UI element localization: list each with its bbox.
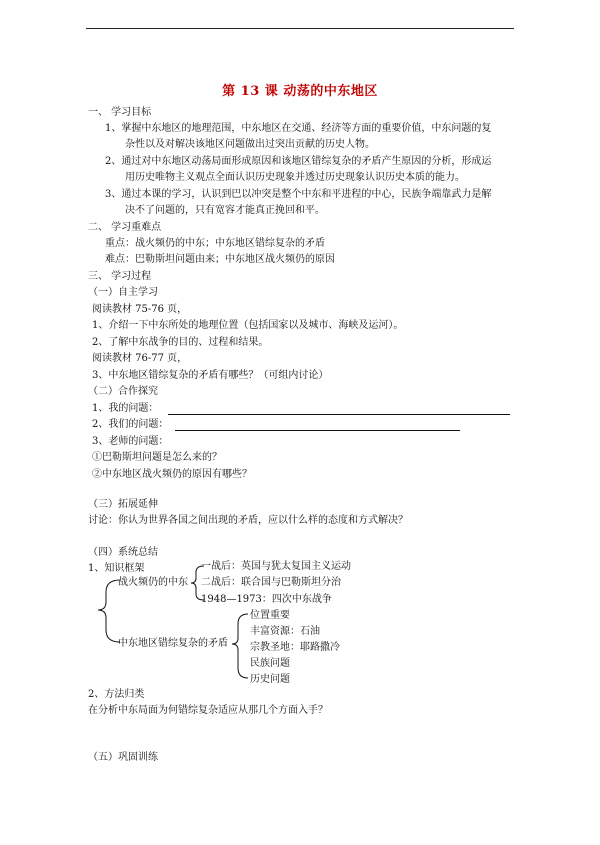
task-2: 2、了解中东战争的目的、过程和结果。 bbox=[92, 337, 269, 348]
my-question-label: 1、我的问题： bbox=[92, 403, 159, 414]
difficult-points: 难点：巴勒斯坦问题由来；中东地区战火频仍的原因 bbox=[105, 254, 335, 265]
conflict-item-4: 民族问题 bbox=[250, 658, 290, 669]
framework-label: 1、知识框架 bbox=[88, 563, 145, 574]
page-title: 第 13 课 动荡的中东地区 bbox=[222, 84, 378, 99]
conflict-item-3: 宗教圣地：耶路撒冷 bbox=[250, 642, 340, 653]
teacher-question-2: ②中东地区战火频仍的原因有哪些？ bbox=[92, 469, 252, 480]
objective-3-line-2: 决不了问题的，只有宽容才能真正挽回和平。 bbox=[125, 205, 325, 216]
task-1: 1、介绍一下中东所处的地理位置（包括国家以及城市、海峡及运河）。 bbox=[92, 320, 404, 331]
conflict-item-2: 丰富资源：石油 bbox=[250, 626, 320, 637]
war-item-1: 一战后：英国与犹太复国主义运动 bbox=[201, 561, 351, 572]
conflict-node: 中东地区错综复杂的矛盾 bbox=[118, 638, 228, 649]
self-study-heading: （一）自主学习 bbox=[88, 287, 158, 298]
method-label: 2、方法归类 bbox=[88, 689, 145, 700]
objective-3-line-1: 3、通过本课的学习，认识到巴以冲突是整个中东和平进程的中心，民族争端靠武力是解 bbox=[105, 189, 492, 200]
war-item-2: 二战后：联合国与巴勒斯坦分治 bbox=[201, 577, 341, 588]
teacher-question-1: ①巴勒斯坦问题是怎么来的？ bbox=[92, 452, 222, 463]
teacher-question-label: 3、老师的问题： bbox=[92, 436, 169, 447]
objective-2-line-1: 2、通过对中东地区动荡局面形成原因和该地区错综复杂的矛盾产生原因的分析，形成运 bbox=[105, 156, 492, 167]
cooperative-heading: （二）合作探究 bbox=[88, 386, 158, 397]
key-points: 重点：战火频仍的中东；中东地区错综复杂的矛盾 bbox=[105, 238, 325, 249]
war-item-3: 1948—1973：四次中东战争 bbox=[201, 594, 332, 605]
task-3: 3、中东地区错综复杂的矛盾有哪些？（可组内讨论） bbox=[92, 370, 329, 381]
reading-1: 阅读教材 75-76 页， bbox=[92, 304, 188, 315]
our-question-label: 2、我们的问题： bbox=[92, 419, 169, 430]
section-1-heading: 一、 学习目标 bbox=[88, 107, 152, 118]
summary-heading: （四）系统总结 bbox=[88, 547, 158, 558]
extension-heading: （三）拓展延伸 bbox=[88, 499, 158, 510]
objective-2-line-2: 用历史唯物主义观点全面认识历史现象并透过历史现象认识历史本质的能力。 bbox=[125, 172, 465, 183]
conflict-item-1: 位置重要 bbox=[250, 610, 290, 621]
section-2-heading: 二、 学习重难点 bbox=[88, 222, 162, 233]
method-question: 在分析中东局面为何错综复杂适应从那几个方面入手？ bbox=[88, 705, 328, 716]
objective-1-line-2: 杂性以及对解决该地区问题做出过突出贡献的历史人物。 bbox=[125, 139, 375, 150]
discussion-text: 讨论：你认为世界各国之间出现的矛盾，应以什么样的态度和方式解决？ bbox=[88, 515, 408, 526]
section-3-heading: 三、 学习过程 bbox=[88, 271, 152, 282]
war-node: 战火频仍的中东 bbox=[118, 577, 188, 588]
practice-heading: （五）巩固训练 bbox=[88, 752, 158, 763]
objective-1-line-1: 1、掌握中东地区的地理范围，中东地区在交通、经济等方面的重要价值，中东问题的复 bbox=[105, 123, 492, 134]
conflict-item-5: 历史问题 bbox=[250, 674, 290, 685]
reading-2: 阅读教材 76-77 页， bbox=[92, 353, 188, 364]
